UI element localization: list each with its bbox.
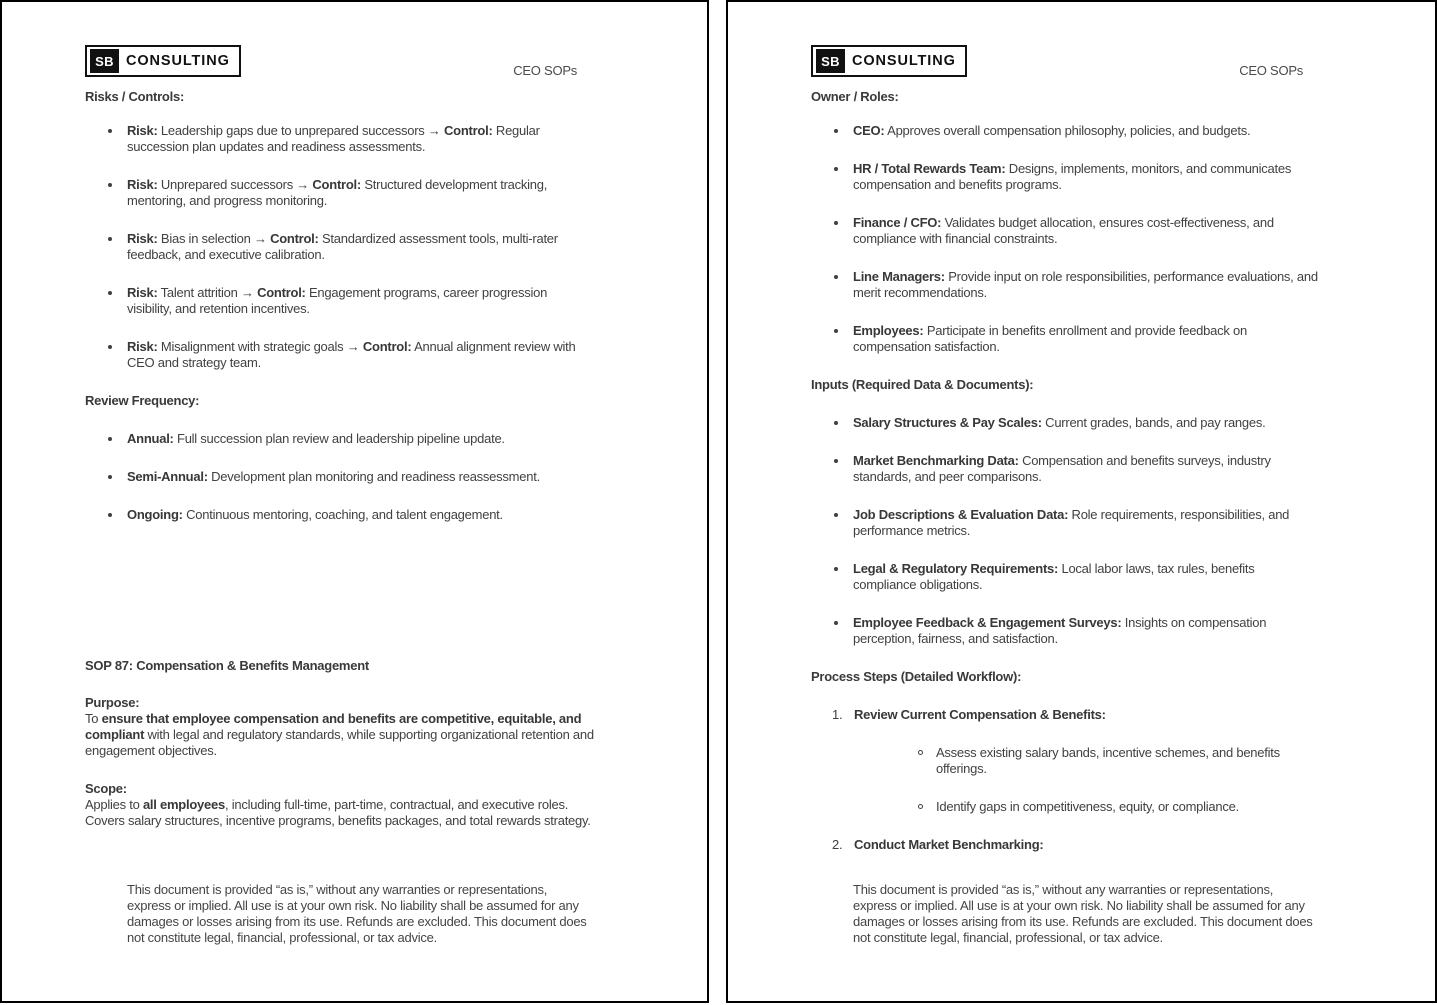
list-item-text: Salary Structures & Pay Scales: Current grades, bands, and pay ranges. (853, 415, 1266, 430)
bullet-icon (108, 291, 112, 295)
step-number: 1. (832, 707, 843, 722)
list-item (811, 161, 1321, 193)
bullet-icon (834, 459, 838, 463)
substep-text: Identify gaps in competitiveness, equity, or compliance. (936, 799, 1239, 814)
list-item-text: HR / Total Rewards Team: Designs, implements, monitors, and communicates compensation and benefits programs. (853, 161, 1292, 192)
bullet-icon (834, 621, 838, 625)
list-item (811, 561, 1321, 593)
bullet-icon (108, 237, 112, 241)
brand-logo (85, 45, 241, 77)
bullet-icon (834, 275, 838, 279)
page-1-content (2, 2, 595, 829)
sub-bullet-icon (918, 750, 923, 755)
list-item-text: Risk: Talent attrition → Control: Engagement programs, career progression visibility, and retention incentives. (127, 285, 548, 316)
list-item-text: Ongoing: Continuous mentoring, coaching, and talent engagement. (127, 507, 503, 522)
bullet-icon (108, 513, 112, 517)
bullet-icon (108, 183, 112, 187)
list-item-text: Job Descriptions & Evaluation Data: Role requirements, responsibilities, and performance metrics. (853, 507, 1290, 538)
purpose-text: To ensure that employee compensation and benefits are competitive, equitable, and compliant with legal and regulatory standards, while supporting organizational retention and engagement objectives. (85, 711, 594, 758)
list-item-text: CEO: Approves overall compensation philosophy, policies, and budgets. (853, 123, 1251, 138)
list-item-text: Legal & Regulatory Requirements: Local labor laws, tax rules, benefits compliance obligations. (853, 561, 1255, 592)
list-item-text: Risk: Bias in selection → Control: Standardized assessment tools, multi-rater feedback, and executive calibration. (127, 231, 558, 262)
bullet-icon (108, 475, 112, 479)
brand-logo-text: CONSULTING (852, 53, 956, 69)
list-item (811, 415, 1321, 431)
list-item (85, 285, 595, 317)
bullet-icon (834, 329, 838, 333)
brand-logo-text: CONSULTING (126, 53, 230, 69)
bullet-icon (108, 437, 112, 441)
page-header (85, 45, 577, 77)
step-title: Conduct Market Benchmarking: (854, 837, 1044, 852)
list-item (85, 469, 595, 485)
list-item (811, 453, 1321, 485)
section-heading-owner-roles: Owner / Roles: (811, 89, 899, 104)
list-item (85, 231, 595, 263)
inputs-list (811, 415, 1321, 647)
disclaimer-text: This document is provided “as is,” without any warranties or representations, express or implied. All use is at your own risk. No liability shall be assumed for any damages or losses arising from its use. Refunds are excluded. This document does not constitute legal, financial, professional, or tax advice. (127, 882, 587, 945)
disclaimer-text: This document is provided “as is,” without any warranties or representations, express or implied. All use is at your own risk. No liability shall be assumed for any damages or losses arising from its use. Refunds are excluded. This document does not constitute legal, financial, professional, or tax advice. (853, 882, 1313, 945)
process-step-1 (811, 707, 1321, 815)
step-number: 2. (832, 837, 843, 852)
document-page-1 (0, 0, 709, 1003)
process-step-2 (811, 837, 1321, 853)
section-heading-inputs: Inputs (Required Data & Documents): (811, 377, 1034, 392)
document-title: CEO SOPs (513, 63, 577, 78)
process-steps-list (811, 707, 1321, 853)
substep-text: Assess existing salary bands, incentive schemes, and benefits offerings. (936, 745, 1280, 776)
list-item-text: Line Managers: Provide input on role responsibilities, performance evaluations, and merit recommendations. (853, 269, 1318, 300)
sub-bullet-icon (918, 804, 923, 809)
section-heading-review-frequency: Review Frequency: (85, 393, 200, 408)
section-heading-scope: Scope: (85, 781, 127, 796)
list-item (811, 269, 1321, 301)
list-item (811, 323, 1321, 355)
page-header (811, 45, 1303, 77)
list-item-text: Risk: Unprepared successors → Control: Structured development tracking, mentoring, and progress monitoring. (127, 177, 548, 208)
step-title: Review Current Compensation & Benefits: (854, 707, 1106, 722)
substep-item (854, 745, 1321, 777)
bullet-icon (834, 167, 838, 171)
brand-logo (811, 45, 967, 77)
list-item (85, 339, 595, 371)
list-item-text: Semi-Annual: Development plan monitoring and readiness reassessment. (127, 469, 540, 484)
owner-roles-list (811, 123, 1321, 355)
list-item-text: Market Benchmarking Data: Compensation and benefits surveys, industry standards, and peer comparisons. (853, 453, 1271, 484)
substep-item (854, 799, 1321, 815)
document-title: CEO SOPs (1239, 63, 1303, 78)
section-heading-process-steps: Process Steps (Detailed Workflow): (811, 669, 1022, 684)
step-1-substeps (854, 745, 1321, 815)
section-heading-risks-controls: Risks / Controls: (85, 89, 185, 104)
bullet-icon (834, 513, 838, 517)
list-item-text: Risk: Misalignment with strategic goals → Control: Annual alignment review with CEO and strategy team. (127, 339, 576, 370)
list-item (811, 615, 1321, 647)
document-page-2 (726, 0, 1437, 1003)
list-item-text: Finance / CFO: Validates budget allocation, ensures cost-effectiveness, and compliance with financial constraints. (853, 215, 1274, 246)
sop-title: SOP 87: Compensation & Benefits Management (85, 658, 369, 673)
list-item-text: Annual: Full succession plan review and leadership pipeline update. (127, 431, 505, 446)
list-item (811, 507, 1321, 539)
review-frequency-list (85, 431, 595, 523)
page-2-content (728, 2, 1321, 853)
list-item (85, 177, 595, 209)
bullet-icon (834, 129, 838, 133)
scope-text: Applies to all employees, including full-time, part-time, contractual, and executive roles. Covers salary structures, incentive programs, benefits packages, and total rewards strategy. (85, 797, 591, 828)
brand-logo-mark: SB (816, 49, 845, 73)
section-heading-purpose: Purpose: (85, 695, 140, 710)
bullet-icon (834, 567, 838, 571)
list-item (85, 431, 595, 447)
bullet-icon (108, 129, 112, 133)
list-item-text: Employee Feedback & Engagement Surveys: Insights on compensation perception, fairness, and satisfaction. (853, 615, 1267, 646)
bullet-icon (834, 421, 838, 425)
bullet-icon (834, 221, 838, 225)
bullet-icon (108, 345, 112, 349)
brand-logo-mark: SB (90, 49, 119, 73)
list-item-text: Employees: Participate in benefits enrollment and provide feedback on compensation satisfaction. (853, 323, 1247, 354)
risks-controls-list (85, 123, 595, 371)
list-item-text: Risk: Leadership gaps due to unprepared successors → Control: Regular succession plan updates and readiness assessments. (127, 123, 540, 154)
list-item (811, 123, 1321, 139)
list-item (811, 215, 1321, 247)
list-item (85, 507, 595, 523)
list-item (85, 123, 595, 155)
